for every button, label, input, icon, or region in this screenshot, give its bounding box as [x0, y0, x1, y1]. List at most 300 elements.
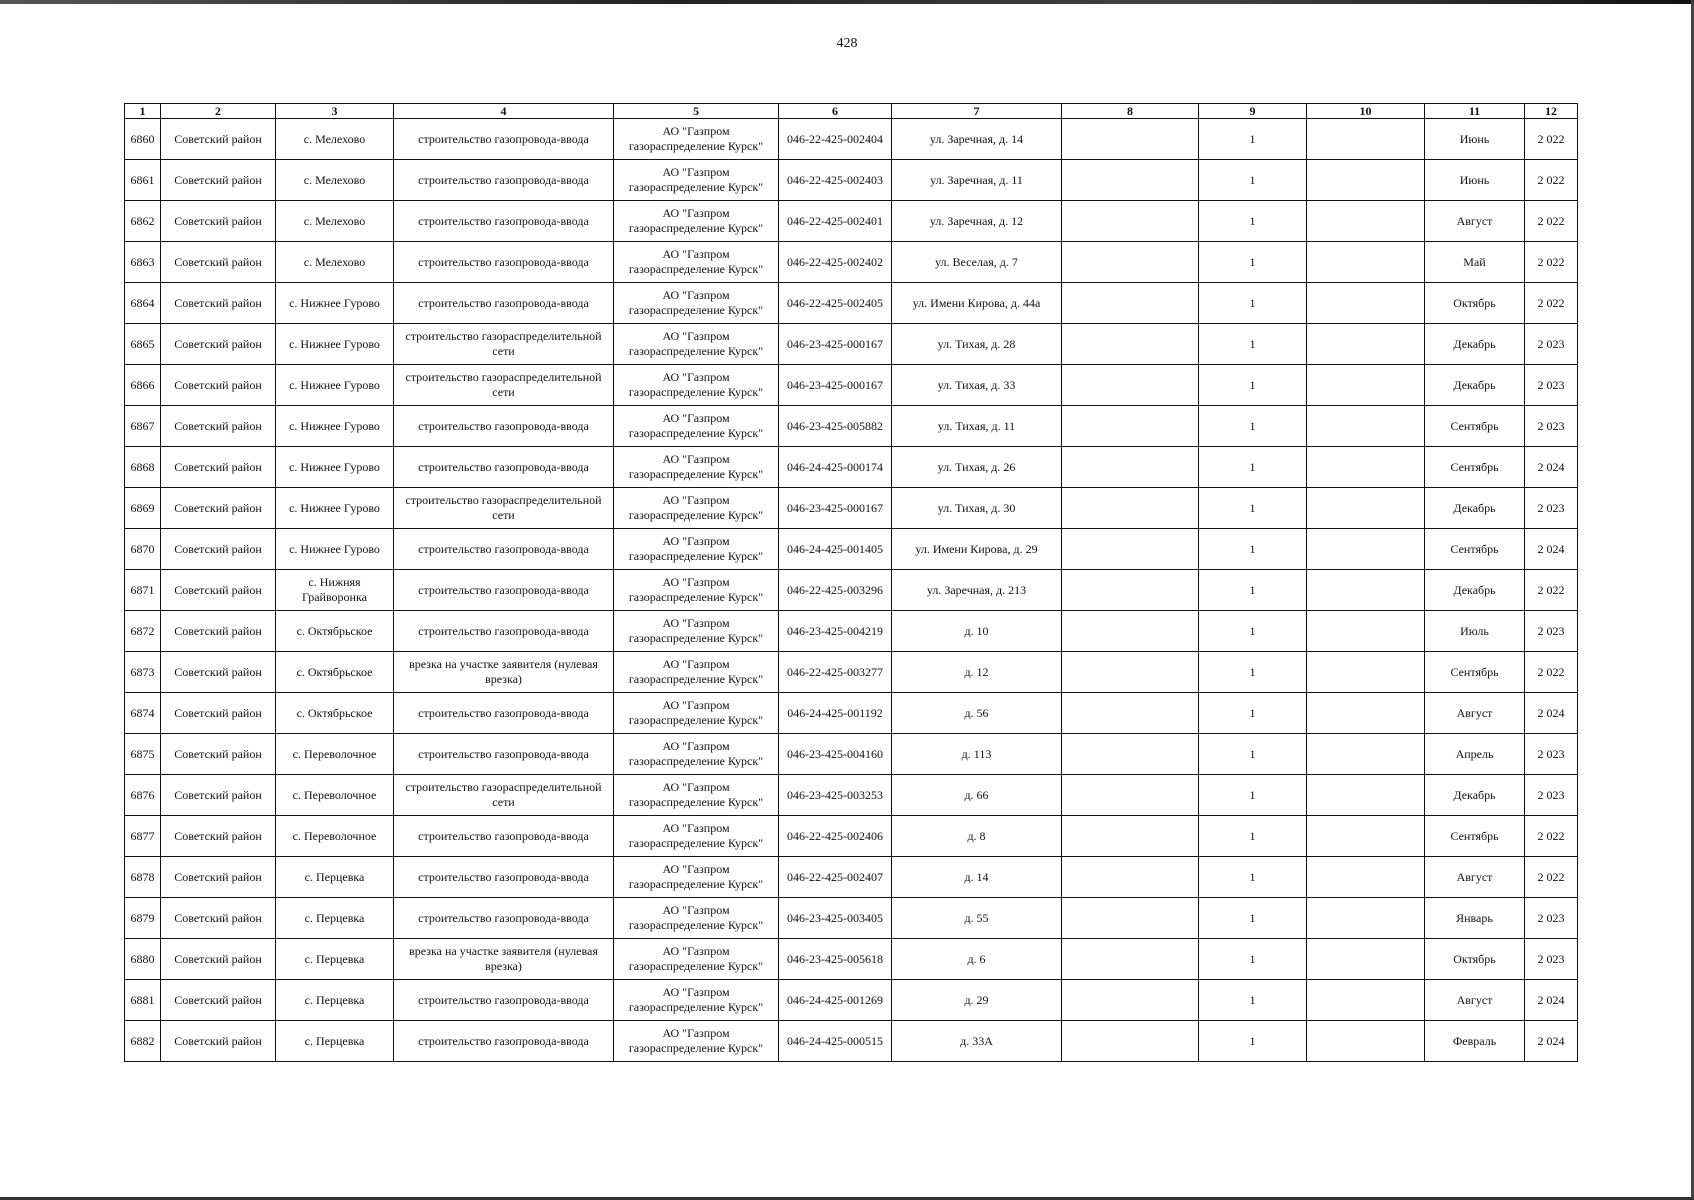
record-number-cell: 6876 [125, 775, 161, 816]
month-cell: Декабрь [1425, 324, 1525, 365]
month-cell: Декабрь [1425, 570, 1525, 611]
table-row [125, 324, 1578, 365]
organization-cell: АО "Газпром газораспределение Курск" [614, 324, 779, 365]
organization-cell: АО "Газпром газораспределение Курск" [614, 201, 779, 242]
work-type-cell: строительство газопровода-ввода [394, 734, 614, 775]
organization-cell: АО "Газпром газораспределение Курск" [614, 775, 779, 816]
record-number-cell: 6861 [125, 160, 161, 201]
address-cell: ул. Заречная, д. 11 [892, 160, 1062, 201]
table-row [125, 447, 1578, 488]
work-type-cell: строительство газопровода-ввода [394, 406, 614, 447]
work-type-cell: строительство газопровода-ввода [394, 160, 614, 201]
settlement-cell: с. Переволочное [276, 816, 394, 857]
address-cell: д. 14 [892, 857, 1062, 898]
register-table [124, 103, 1578, 1062]
application-number-cell: 046-24-425-000515 [779, 1021, 892, 1062]
month-cell: Июнь [1425, 160, 1525, 201]
header-cell: 6 [779, 104, 892, 119]
column-8-cell [1062, 324, 1199, 365]
address-cell: ул. Тихая, д. 33 [892, 365, 1062, 406]
address-cell: д. 66 [892, 775, 1062, 816]
district-cell: Советский район [161, 1021, 276, 1062]
settlement-cell: с. Нижнее Гурово [276, 406, 394, 447]
column-8-cell [1062, 898, 1199, 939]
application-number-cell: 046-24-425-001269 [779, 980, 892, 1021]
work-type-cell: строительство газопровода-ввода [394, 283, 614, 324]
column-8-cell [1062, 447, 1199, 488]
record-number-cell: 6873 [125, 652, 161, 693]
address-cell: д. 10 [892, 611, 1062, 652]
organization-cell: АО "Газпром газораспределение Курск" [614, 365, 779, 406]
work-type-cell: строительство газопровода-ввода [394, 693, 614, 734]
organization-cell: АО "Газпром газораспределение Курск" [614, 242, 779, 283]
column-10-cell [1307, 119, 1425, 160]
district-cell: Советский район [161, 283, 276, 324]
quantity-cell: 1 [1199, 242, 1307, 283]
quantity-cell: 1 [1199, 283, 1307, 324]
table-row [125, 242, 1578, 283]
settlement-cell: с. Перцевка [276, 857, 394, 898]
organization-cell: АО "Газпром газораспределение Курск" [614, 447, 779, 488]
column-8-cell [1062, 652, 1199, 693]
application-number-cell: 046-23-425-003405 [779, 898, 892, 939]
district-cell: Советский район [161, 857, 276, 898]
settlement-cell: с. Нижнее Гурово [276, 365, 394, 406]
header-cell: 1 [125, 104, 161, 119]
district-cell: Советский район [161, 447, 276, 488]
quantity-cell: 1 [1199, 693, 1307, 734]
district-cell: Советский район [161, 898, 276, 939]
application-number-cell: 046-23-425-004160 [779, 734, 892, 775]
header-cell: 7 [892, 104, 1062, 119]
record-number-cell: 6881 [125, 980, 161, 1021]
district-cell: Советский район [161, 529, 276, 570]
application-number-cell: 046-22-425-002403 [779, 160, 892, 201]
record-number-cell: 6877 [125, 816, 161, 857]
work-type-cell: строительство газопровода-ввода [394, 857, 614, 898]
year-cell: 2 022 [1525, 201, 1578, 242]
header-cell: 11 [1425, 104, 1525, 119]
month-cell: Июнь [1425, 119, 1525, 160]
work-type-cell: врезка на участке заявителя (нулевая врезка) [394, 939, 614, 980]
record-number-cell: 6878 [125, 857, 161, 898]
district-cell: Советский район [161, 324, 276, 365]
page-number: 428 [836, 36, 858, 51]
year-cell: 2 022 [1525, 570, 1578, 611]
quantity-cell: 1 [1199, 406, 1307, 447]
quantity-cell: 1 [1199, 652, 1307, 693]
settlement-cell: с. Октябрьское [276, 652, 394, 693]
column-8-cell [1062, 488, 1199, 529]
month-cell: Август [1425, 857, 1525, 898]
column-10-cell [1307, 734, 1425, 775]
record-number-cell: 6866 [125, 365, 161, 406]
work-type-cell: строительство газопровода-ввода [394, 570, 614, 611]
quantity-cell: 1 [1199, 816, 1307, 857]
quantity-cell: 1 [1199, 201, 1307, 242]
column-10-cell [1307, 652, 1425, 693]
district-cell: Советский район [161, 119, 276, 160]
quantity-cell: 1 [1199, 857, 1307, 898]
work-type-cell: строительство газопровода-ввода [394, 611, 614, 652]
year-cell: 2 023 [1525, 775, 1578, 816]
column-8-cell [1062, 201, 1199, 242]
quantity-cell: 1 [1199, 611, 1307, 652]
column-8-cell [1062, 816, 1199, 857]
record-number-cell: 6864 [125, 283, 161, 324]
year-cell: 2 022 [1525, 119, 1578, 160]
record-number-cell: 6875 [125, 734, 161, 775]
organization-cell: АО "Газпром газораспределение Курск" [614, 1021, 779, 1062]
settlement-cell: с. Нижнее Гурово [276, 283, 394, 324]
address-cell: ул. Тихая, д. 26 [892, 447, 1062, 488]
record-number-cell: 6870 [125, 529, 161, 570]
table-row [125, 980, 1578, 1021]
application-number-cell: 046-24-425-001192 [779, 693, 892, 734]
month-cell: Сентябрь [1425, 816, 1525, 857]
column-8-cell [1062, 734, 1199, 775]
work-type-cell: строительство газораспределительной сети [394, 365, 614, 406]
record-number-cell: 6871 [125, 570, 161, 611]
district-cell: Советский район [161, 652, 276, 693]
organization-cell: АО "Газпром газораспределение Курск" [614, 734, 779, 775]
table-row [125, 160, 1578, 201]
organization-cell: АО "Газпром газораспределение Курск" [614, 898, 779, 939]
header-cell: 5 [614, 104, 779, 119]
district-cell: Советский район [161, 570, 276, 611]
year-cell: 2 022 [1525, 816, 1578, 857]
column-10-cell [1307, 775, 1425, 816]
address-cell: д. 55 [892, 898, 1062, 939]
column-8-cell [1062, 775, 1199, 816]
year-cell: 2 024 [1525, 980, 1578, 1021]
year-cell: 2 023 [1525, 488, 1578, 529]
quantity-cell: 1 [1199, 939, 1307, 980]
year-cell: 2 024 [1525, 1021, 1578, 1062]
register-body [125, 119, 1578, 1062]
year-cell: 2 024 [1525, 529, 1578, 570]
column-10-cell [1307, 570, 1425, 611]
work-type-cell: строительство газопровода-ввода [394, 242, 614, 283]
work-type-cell: строительство газопровода-ввода [394, 1021, 614, 1062]
record-number-cell: 6872 [125, 611, 161, 652]
district-cell: Советский район [161, 242, 276, 283]
settlement-cell: с. Перцевка [276, 939, 394, 980]
organization-cell: АО "Газпром газораспределение Курск" [614, 980, 779, 1021]
table-row [125, 365, 1578, 406]
work-type-cell: строительство газораспределительной сети [394, 775, 614, 816]
column-8-cell [1062, 119, 1199, 160]
settlement-cell: с. Перцевка [276, 980, 394, 1021]
column-10-cell [1307, 242, 1425, 283]
year-cell: 2 022 [1525, 160, 1578, 201]
application-number-cell: 046-23-425-005618 [779, 939, 892, 980]
settlement-cell: с. Нижнее Гурово [276, 447, 394, 488]
record-number-cell: 6860 [125, 119, 161, 160]
table-row [125, 775, 1578, 816]
year-cell: 2 024 [1525, 447, 1578, 488]
header-row [125, 104, 1578, 119]
settlement-cell: с. Мелехово [276, 201, 394, 242]
quantity-cell: 1 [1199, 160, 1307, 201]
organization-cell: АО "Газпром газораспределение Курск" [614, 611, 779, 652]
header-cell: 2 [161, 104, 276, 119]
month-cell: Август [1425, 980, 1525, 1021]
table-row [125, 611, 1578, 652]
year-cell: 2 022 [1525, 857, 1578, 898]
application-number-cell: 046-22-425-002404 [779, 119, 892, 160]
work-type-cell: строительство газопровода-ввода [394, 201, 614, 242]
settlement-cell: с. Октябрьское [276, 611, 394, 652]
month-cell: Декабрь [1425, 488, 1525, 529]
column-10-cell [1307, 816, 1425, 857]
table-row [125, 1021, 1578, 1062]
address-cell: д. 8 [892, 816, 1062, 857]
work-type-cell: строительство газораспределительной сети [394, 324, 614, 365]
address-cell: д. 33А [892, 1021, 1062, 1062]
header-cell: 10 [1307, 104, 1425, 119]
header-cell: 8 [1062, 104, 1199, 119]
month-cell: Октябрь [1425, 939, 1525, 980]
settlement-cell: с. Нижняя Грайворонка [276, 570, 394, 611]
address-cell: д. 56 [892, 693, 1062, 734]
month-cell: Февраль [1425, 1021, 1525, 1062]
settlement-cell: с. Нижнее Гурово [276, 488, 394, 529]
address-cell: ул. Заречная, д. 12 [892, 201, 1062, 242]
quantity-cell: 1 [1199, 119, 1307, 160]
column-8-cell [1062, 857, 1199, 898]
application-number-cell: 046-24-425-000174 [779, 447, 892, 488]
application-number-cell: 046-23-425-003253 [779, 775, 892, 816]
column-10-cell [1307, 447, 1425, 488]
application-number-cell: 046-22-425-002406 [779, 816, 892, 857]
application-number-cell: 046-23-425-000167 [779, 365, 892, 406]
table-row [125, 693, 1578, 734]
quantity-cell: 1 [1199, 570, 1307, 611]
table-row [125, 529, 1578, 570]
header-cell: 9 [1199, 104, 1307, 119]
settlement-cell: с. Мелехово [276, 160, 394, 201]
organization-cell: АО "Газпром газораспределение Курск" [614, 816, 779, 857]
column-10-cell [1307, 898, 1425, 939]
year-cell: 2 022 [1525, 652, 1578, 693]
organization-cell: АО "Газпром газораспределение Курск" [614, 160, 779, 201]
address-cell: д. 113 [892, 734, 1062, 775]
work-type-cell: врезка на участке заявителя (нулевая врезка) [394, 652, 614, 693]
work-type-cell: строительство газопровода-ввода [394, 980, 614, 1021]
column-8-cell [1062, 980, 1199, 1021]
organization-cell: АО "Газпром газораспределение Курск" [614, 693, 779, 734]
record-number-cell: 6882 [125, 1021, 161, 1062]
address-cell: ул. Имени Кирова, д. 29 [892, 529, 1062, 570]
record-number-cell: 6874 [125, 693, 161, 734]
application-number-cell: 046-22-425-002405 [779, 283, 892, 324]
district-cell: Советский район [161, 939, 276, 980]
address-cell: ул. Веселая, д. 7 [892, 242, 1062, 283]
header-cell: 3 [276, 104, 394, 119]
record-number-cell: 6880 [125, 939, 161, 980]
organization-cell: АО "Газпром газораспределение Курск" [614, 283, 779, 324]
scan-edge-top [0, 0, 1694, 4]
month-cell: Сентябрь [1425, 406, 1525, 447]
year-cell: 2 024 [1525, 693, 1578, 734]
record-number-cell: 6865 [125, 324, 161, 365]
application-number-cell: 046-24-425-001405 [779, 529, 892, 570]
organization-cell: АО "Газпром газораспределение Курск" [614, 570, 779, 611]
work-type-cell: строительство газопровода-ввода [394, 898, 614, 939]
work-type-cell: строительство газораспределительной сети [394, 488, 614, 529]
district-cell: Советский район [161, 734, 276, 775]
year-cell: 2 022 [1525, 242, 1578, 283]
settlement-cell: с. Мелехово [276, 242, 394, 283]
district-cell: Советский район [161, 365, 276, 406]
column-8-cell [1062, 939, 1199, 980]
organization-cell: АО "Газпром газораспределение Курск" [614, 406, 779, 447]
year-cell: 2 023 [1525, 406, 1578, 447]
year-cell: 2 023 [1525, 939, 1578, 980]
table-row [125, 570, 1578, 611]
column-10-cell [1307, 365, 1425, 406]
application-number-cell: 046-23-425-004219 [779, 611, 892, 652]
column-10-cell [1307, 693, 1425, 734]
settlement-cell: с. Перцевка [276, 898, 394, 939]
organization-cell: АО "Газпром газораспределение Курск" [614, 119, 779, 160]
district-cell: Советский район [161, 406, 276, 447]
address-cell: ул. Тихая, д. 28 [892, 324, 1062, 365]
settlement-cell: с. Октябрьское [276, 693, 394, 734]
column-8-cell [1062, 406, 1199, 447]
quantity-cell: 1 [1199, 898, 1307, 939]
quantity-cell: 1 [1199, 980, 1307, 1021]
organization-cell: АО "Газпром газораспределение Курск" [614, 652, 779, 693]
column-10-cell [1307, 980, 1425, 1021]
address-cell: ул. Тихая, д. 11 [892, 406, 1062, 447]
address-cell: ул. Имени Кирова, д. 44а [892, 283, 1062, 324]
year-cell: 2 023 [1525, 898, 1578, 939]
column-8-cell [1062, 570, 1199, 611]
year-cell: 2 022 [1525, 283, 1578, 324]
settlement-cell: с. Переволочное [276, 775, 394, 816]
application-number-cell: 046-22-425-002407 [779, 857, 892, 898]
column-10-cell [1307, 324, 1425, 365]
table-row [125, 488, 1578, 529]
column-10-cell [1307, 283, 1425, 324]
column-10-cell [1307, 1021, 1425, 1062]
address-cell: д. 12 [892, 652, 1062, 693]
table-row [125, 652, 1578, 693]
table-row [125, 939, 1578, 980]
quantity-cell: 1 [1199, 365, 1307, 406]
organization-cell: АО "Газпром газораспределение Курск" [614, 488, 779, 529]
quantity-cell: 1 [1199, 1021, 1307, 1062]
record-number-cell: 6867 [125, 406, 161, 447]
column-10-cell [1307, 160, 1425, 201]
address-cell: ул. Заречная, д. 213 [892, 570, 1062, 611]
address-cell: д. 6 [892, 939, 1062, 980]
year-cell: 2 023 [1525, 365, 1578, 406]
column-8-cell [1062, 365, 1199, 406]
organization-cell: АО "Газпром газораспределение Курск" [614, 939, 779, 980]
month-cell: Октябрь [1425, 283, 1525, 324]
header-cell: 12 [1525, 104, 1578, 119]
record-number-cell: 6868 [125, 447, 161, 488]
quantity-cell: 1 [1199, 529, 1307, 570]
month-cell: Август [1425, 693, 1525, 734]
organization-cell: АО "Газпром газораспределение Курск" [614, 529, 779, 570]
quantity-cell: 1 [1199, 775, 1307, 816]
month-cell: Июль [1425, 611, 1525, 652]
column-8-cell [1062, 1021, 1199, 1062]
month-cell: Август [1425, 201, 1525, 242]
column-8-cell [1062, 529, 1199, 570]
table-row [125, 898, 1578, 939]
column-10-cell [1307, 611, 1425, 652]
table-row [125, 201, 1578, 242]
month-cell: Май [1425, 242, 1525, 283]
organization-cell: АО "Газпром газораспределение Курск" [614, 857, 779, 898]
settlement-cell: с. Перцевка [276, 1021, 394, 1062]
column-10-cell [1307, 488, 1425, 529]
work-type-cell: строительство газопровода-ввода [394, 529, 614, 570]
work-type-cell: строительство газопровода-ввода [394, 119, 614, 160]
settlement-cell: с. Нижнее Гурово [276, 529, 394, 570]
address-cell: ул. Тихая, д. 30 [892, 488, 1062, 529]
application-number-cell: 046-23-425-000167 [779, 324, 892, 365]
district-cell: Советский район [161, 611, 276, 652]
table-row [125, 283, 1578, 324]
month-cell: Сентябрь [1425, 529, 1525, 570]
settlement-cell: с. Нижнее Гурово [276, 324, 394, 365]
district-cell: Советский район [161, 816, 276, 857]
year-cell: 2 023 [1525, 734, 1578, 775]
month-cell: Апрель [1425, 734, 1525, 775]
column-10-cell [1307, 857, 1425, 898]
month-cell: Декабрь [1425, 775, 1525, 816]
month-cell: Январь [1425, 898, 1525, 939]
quantity-cell: 1 [1199, 488, 1307, 529]
column-8-cell [1062, 693, 1199, 734]
table-row [125, 816, 1578, 857]
month-cell: Декабрь [1425, 365, 1525, 406]
column-8-cell [1062, 242, 1199, 283]
application-number-cell: 046-22-425-002401 [779, 201, 892, 242]
table-row [125, 406, 1578, 447]
quantity-cell: 1 [1199, 324, 1307, 365]
district-cell: Советский район [161, 775, 276, 816]
district-cell: Советский район [161, 980, 276, 1021]
address-cell: д. 29 [892, 980, 1062, 1021]
column-8-cell [1062, 611, 1199, 652]
record-number-cell: 6879 [125, 898, 161, 939]
application-number-cell: 046-23-425-000167 [779, 488, 892, 529]
application-number-cell: 046-22-425-002402 [779, 242, 892, 283]
table-row [125, 119, 1578, 160]
column-10-cell [1307, 529, 1425, 570]
quantity-cell: 1 [1199, 734, 1307, 775]
column-8-cell [1062, 160, 1199, 201]
work-type-cell: строительство газопровода-ввода [394, 816, 614, 857]
record-number-cell: 6869 [125, 488, 161, 529]
record-number-cell: 6862 [125, 201, 161, 242]
application-number-cell: 046-23-425-005882 [779, 406, 892, 447]
district-cell: Советский район [161, 160, 276, 201]
district-cell: Советский район [161, 488, 276, 529]
district-cell: Советский район [161, 693, 276, 734]
settlement-cell: с. Мелехово [276, 119, 394, 160]
district-cell: Советский район [161, 201, 276, 242]
application-number-cell: 046-22-425-003296 [779, 570, 892, 611]
year-cell: 2 023 [1525, 324, 1578, 365]
